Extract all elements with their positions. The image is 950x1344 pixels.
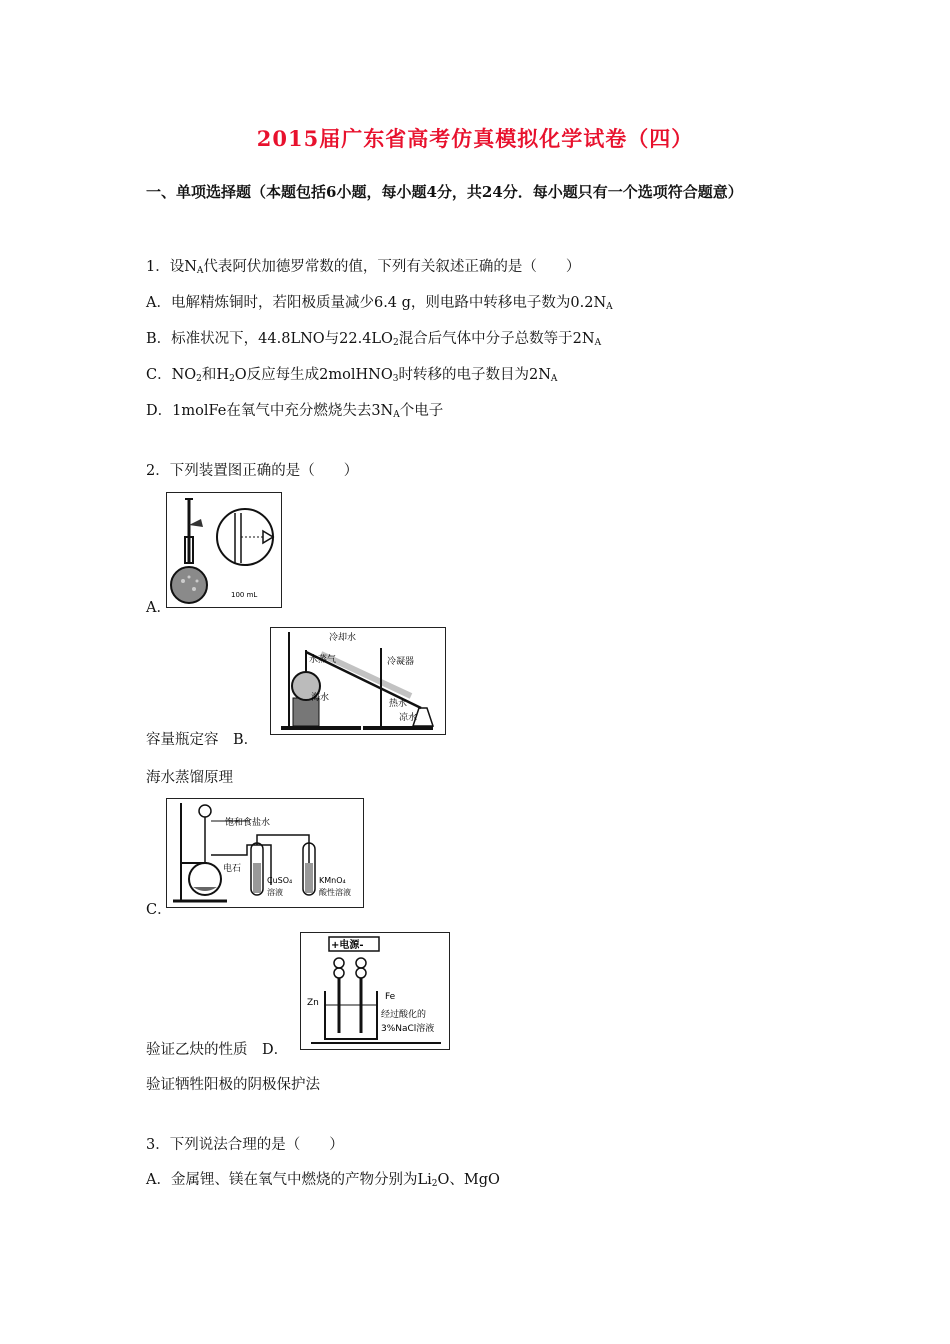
figure-distillation [270,627,446,735]
q2-option-d-caption: 验证牺牲阳极的阴极保护法 [146,1077,320,1093]
svg-text:冷凝器: 冷凝器 [387,657,415,667]
svg-text:凉水: 凉水 [399,713,418,723]
svg-text:经过酸化的: 经过酸化的 [381,1010,427,1020]
q2-stem: 2．下列装置图正确的是（ ） [146,463,359,479]
q3-option-a: A．金属锂、镁在氧气中燃烧的产物分别为$Li_2O$、MgO [146,1172,500,1189]
svg-text:酸性溶液: 酸性溶液 [319,888,351,897]
q1-option-d: D．1molFe在氧气中充分燃烧失去$3N_A$个电子 [146,403,444,420]
svg-text:海水: 海水 [311,693,330,703]
q2-option-a-letter: A． [146,600,171,616]
section-heading: 一、单项选择题（本题包括6小题，每小题4分，共24分．每小题只有一个选项符合题意） [146,183,743,201]
svg-text:Zn: Zn [307,998,319,1008]
figure-volumetric-flask [166,492,282,608]
q2-option-a-caption: 容量瓶定容 B． [146,732,259,748]
svg-text:CuSO₄: CuSO₄ [267,876,293,885]
flask-volume-label: 100 mL [231,591,258,599]
svg-text:水蒸气: 水蒸气 [309,655,337,665]
q2-option-c-caption: 验证乙炔的性质 D． [146,1042,289,1058]
svg-text:电石: 电石 [223,864,242,874]
q2-option-b-caption: 海水蒸馏原理 [146,770,233,786]
svg-text:KMnO₄: KMnO₄ [319,876,346,885]
svg-text:Fe: Fe [385,992,396,1002]
q3-stem: 3．下列说法合理的是（ ） [146,1137,344,1153]
figure-acetylene-test [166,798,364,908]
svg-text:饱和食盐水: 饱和食盐水 [225,818,271,828]
q1-stem: 1．设$N_A$代表阿伏加德罗常数的值，下列有关叙述正确的是（ ） [146,259,581,276]
svg-text:3%NaCl溶液: 3%NaCl溶液 [381,1024,435,1034]
q1-option-a: A．电解精炼铜时，若阳极质量减少6.4 g，则电路中转移电子数为$0.2N_A$ [146,295,613,312]
q2-option-c-letter: C． [146,902,172,918]
page-title: 2015届广东省高考仿真模拟化学试卷（四） [256,126,694,151]
q1-option-c: C．$NO_2$和$H_2O$反应每生成2molHNO$_3$时转移的电子数目为$2N_A$ [146,367,558,384]
svg-text:溶液: 溶液 [267,888,283,897]
svg-text:+电源-: +电源- [331,940,364,951]
q1-option-b: B．标准状况下，44.8LNO与$22.4LO_2$混合后气体中分子总数等于$2N_A$ [146,331,602,348]
svg-text:冷却水: 冷却水 [329,633,357,643]
figure-cathodic-protection [300,932,450,1050]
svg-text:热水: 热水 [389,699,408,709]
